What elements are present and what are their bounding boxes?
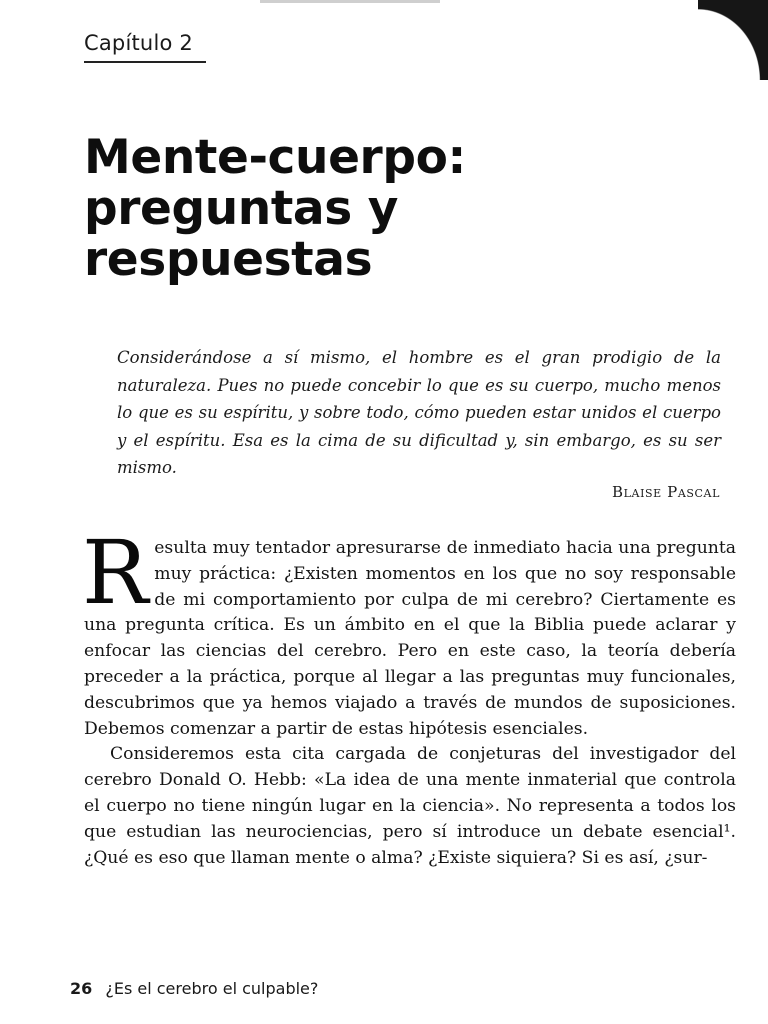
paragraph-2: Consideremos esta cita cargada de conjeturas del investigador del cerebro Donald O. Hebb: «La idea de una mente inmaterial que controla el cuerpo no tiene ningún lugar en la ciencia». No representa a todos los que estudian las neurociencias, pero sí introduce un debate esencial¹. ¿Qué es eso que llaman mente o alma? ¿Existe siquiera? Si es así, ¿sur-	[84, 744, 736, 868]
page-corner-shadow	[698, 0, 768, 80]
chapter-title-line-1: Mente-cuerpo:	[84, 130, 466, 185]
chapter-title	[84, 132, 466, 285]
scan-edge-mark	[260, 0, 440, 3]
drop-cap: R	[82, 521, 149, 624]
chapter-label: Capítulo 2	[84, 31, 193, 55]
chapter-label-underline	[84, 61, 206, 63]
running-title: ¿Es el cerebro el culpable?	[105, 979, 319, 998]
paragraph-1-text: esulta muy tentador apresurarse de inmediato hacia una pregunta muy práctica: ¿Existen momentos en los que no soy responsable de mi comportamiento por culpa de mi cerebro? Ciertamente es una pregunta crítica. Es un ámbito en el que la Biblia puede aclarar y enfocar las ciencias del cerebro. Pero en este caso, la teoría debería preceder a la práctica, porque al llegar a las preguntas muy funcionales, descubrimos que ya hemos viajado a través de mundos de suposiciones. Debemos comenzar a partir de estas hipótesis esenciales.	[84, 538, 736, 739]
epigraph-author: Blaise Pascal	[612, 483, 720, 501]
chapter-title-line-3: respuestas	[84, 232, 373, 287]
page-footer	[70, 979, 318, 998]
chapter-title-line-2: preguntas y	[84, 181, 399, 236]
epigraph-quote: Considerándose a sí mismo, el hombre es el gran prodigio de la naturaleza. Pues no puede concebir lo que es su cuerpo, mucho menos lo que es su espíritu, y sobre todo, cómo pueden estar unidos el cuerpo y el espíritu. Esa es la cima de su dificultad y, sin embargo, es su ser mismo.	[117, 348, 721, 477]
body-text	[82, 521, 736, 871]
page-number: 26	[70, 979, 93, 998]
paragraph-1	[82, 521, 736, 742]
